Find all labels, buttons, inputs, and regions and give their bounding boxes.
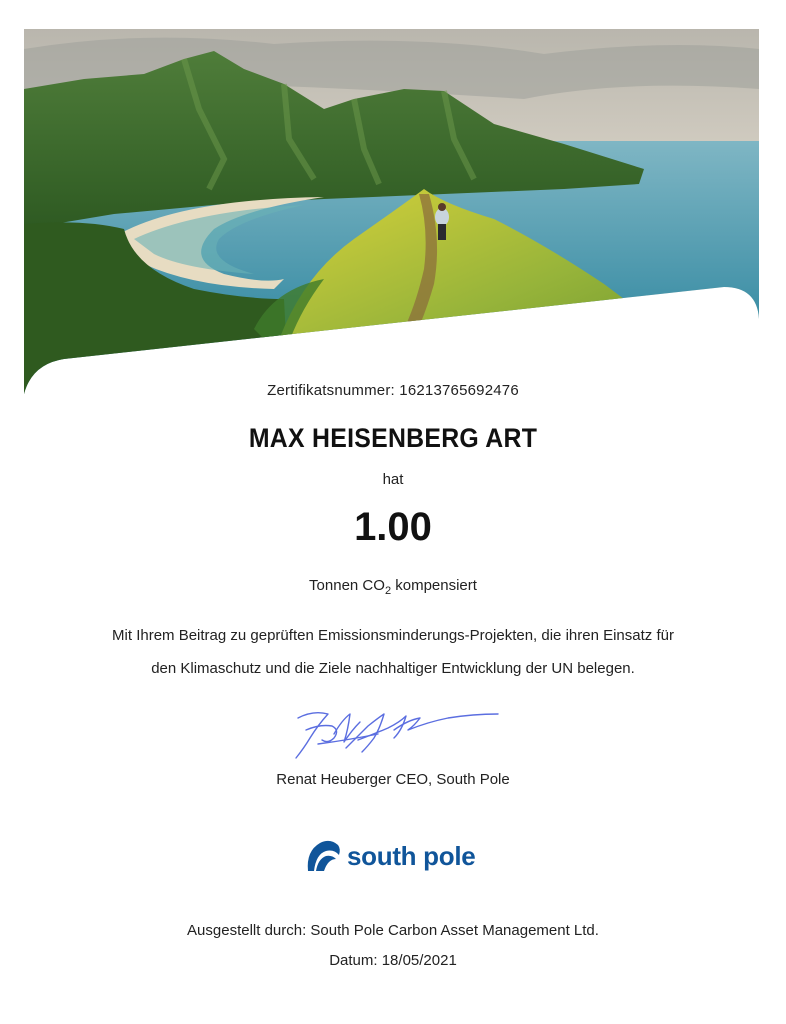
south-pole-logo: [304, 836, 475, 876]
certificate-number: Zertifikatsnummer: 16213765692476: [267, 382, 519, 399]
signer-name: Renat Heuberger CEO, South Pole: [276, 771, 510, 788]
issuer-line: Ausgestellt durch: South Pole Carbon Asset Management Ltd.: [187, 922, 599, 939]
issue-date: Datum: 18/05/2021: [329, 952, 457, 969]
unit-suffix: kompensiert: [391, 577, 477, 594]
recipient-name: MAX HEISENBERG ART: [248, 423, 538, 453]
unit-line: [0, 574, 786, 598]
signature-graphic: [288, 700, 503, 766]
offset-amount: 1.00: [354, 505, 432, 549]
south-pole-mark-icon: [304, 837, 342, 875]
description-line-2: den Klimaschutz und die Ziele nachhaltiger Entwicklung der UN belegen.: [151, 660, 635, 677]
connector-text: hat: [382, 471, 404, 488]
description-line-1: Mit Ihrem Beitrag zu geprüften Emissionsminderungs-Projekten, die ihren Einsatz für: [112, 627, 674, 644]
landscape-photo: [24, 29, 759, 394]
unit-subscript: 2: [384, 585, 392, 597]
hero-landscape-image: [24, 29, 759, 394]
logo-wordmark: south pole: [347, 841, 476, 871]
unit-prefix: Tonnen CO: [309, 577, 385, 594]
description: [0, 619, 786, 685]
